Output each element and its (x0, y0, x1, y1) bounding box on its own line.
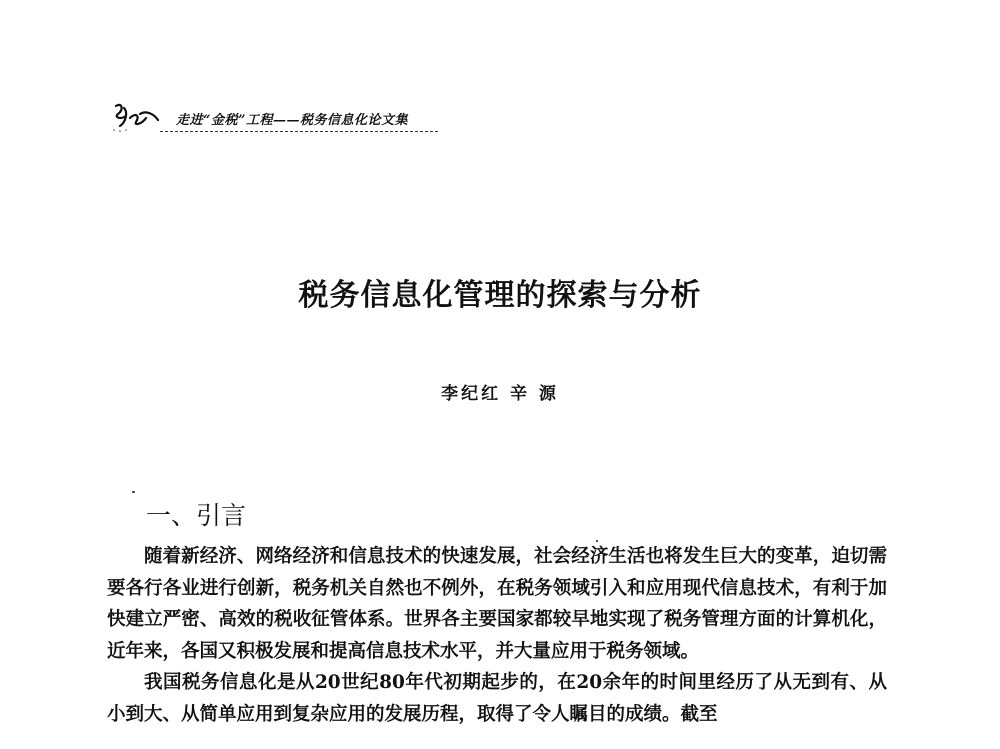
header-divider (160, 131, 438, 132)
section-heading: 一、引言 (146, 501, 247, 530)
running-header: 走进“金税”工程——税务信息化论文集 (176, 113, 408, 128)
body-text (107, 541, 887, 730)
paragraph: 随着新经济、网络经济和信息技术的快速发展，社会经济生活也将发生巨大的变革，迫切需要各行各业进行创新，税务机关自然也不例外，在税务领域引入和应用现代信息技术，有利于加快建立严密、高效的税收征管体系。世界各主要国家都较早地实现了税务管理方面的计算机化，近年来，各国又积极发展和提高信息技术水平，并大量应用于税务领域。 (107, 546, 887, 662)
article-title: 税务信息化管理的探索与分析 (298, 278, 702, 313)
article-authors: 李纪红 辛 源 (441, 384, 559, 404)
calligraphy-mark-icon (110, 100, 160, 134)
scan-speck (132, 491, 135, 493)
scan-speck (596, 540, 598, 542)
paragraph: 我国税务信息化是从20世纪80年代初期起步的，在20余年的时间里经历了从无到有、从小到大、从简单应用到复杂应用的发展历程，取得了令人瞩目的成绩。截至 (107, 672, 887, 725)
